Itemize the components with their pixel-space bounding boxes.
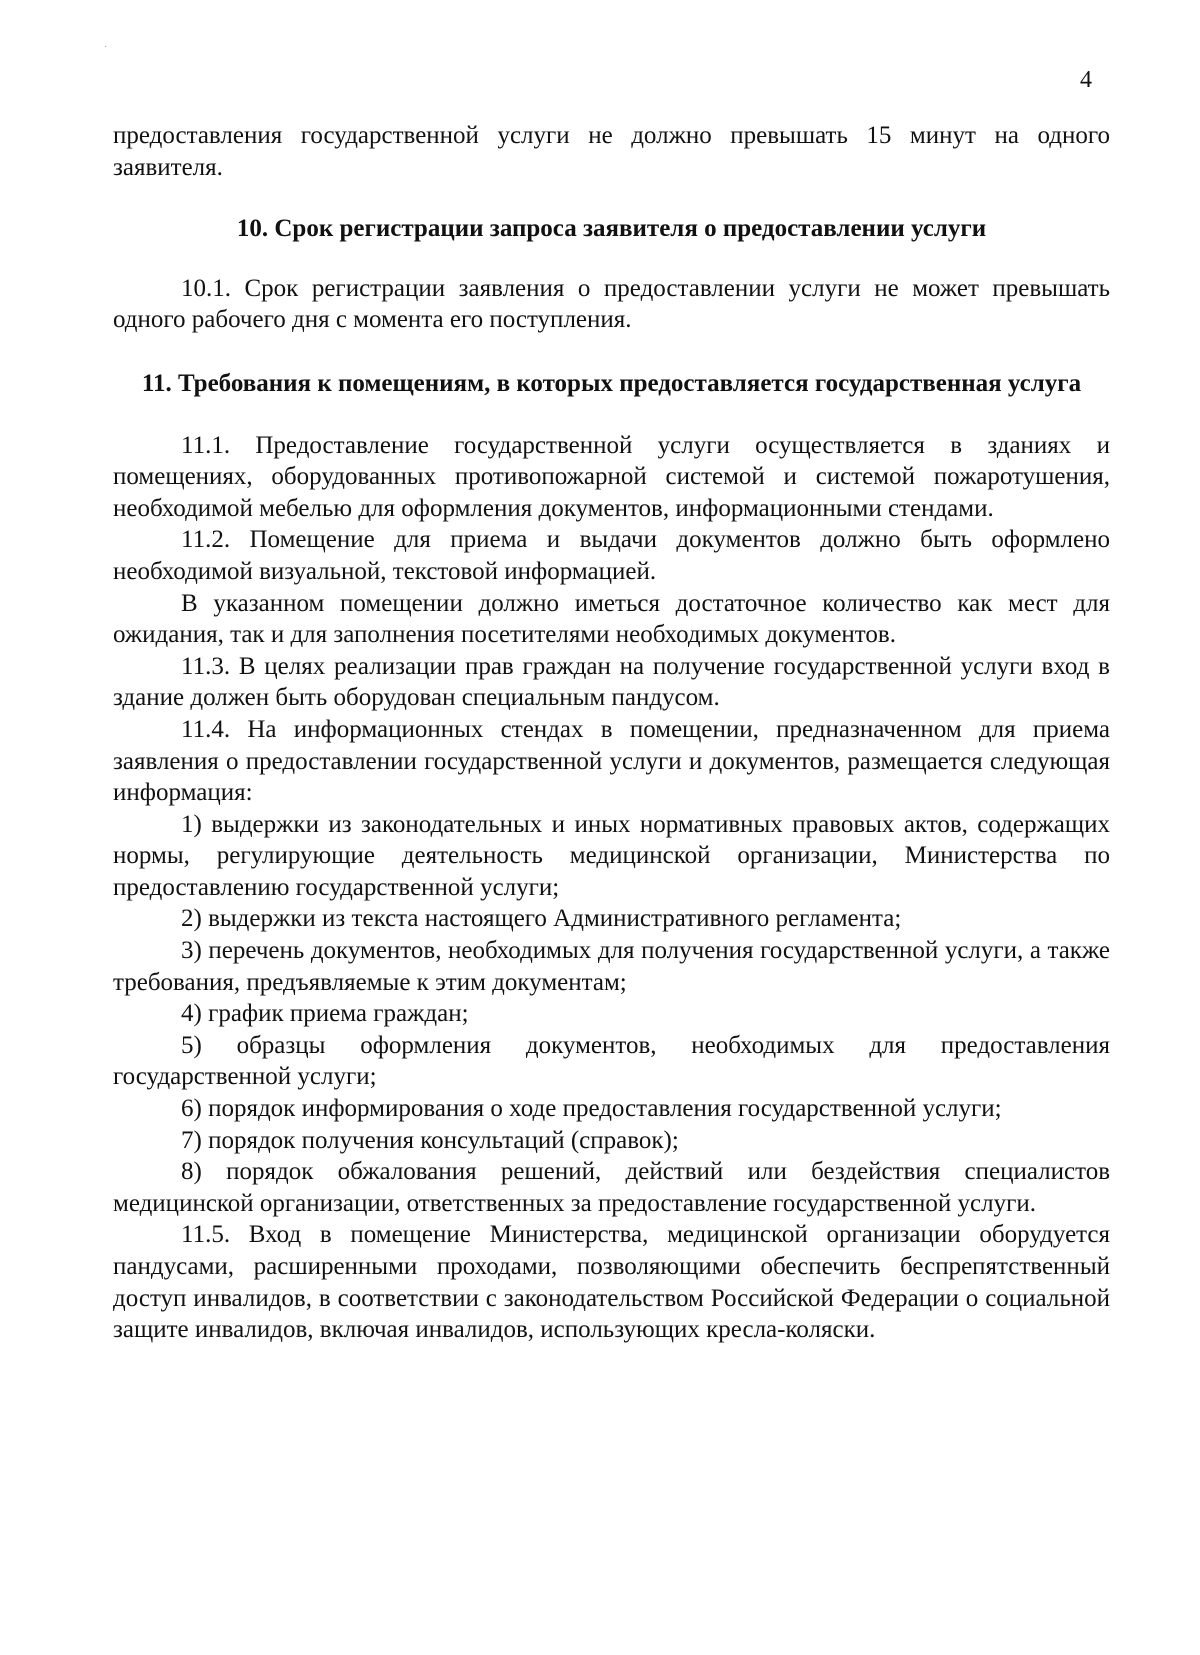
list-item-6: 6) порядок информирования о ходе предоставления государственной услуги;	[181, 1095, 1002, 1123]
list-item-5: 5) образцы оформления документов, необходимых для предоставления государственной услуги;	[113, 1031, 1110, 1091]
list-item-1: 1) выдержки из законодательных и иных нормативных правовых актов, содержащих нормы, регулирующие деятельность медицинской организации, Министерства по предоставлению государственной услуги;	[113, 810, 1110, 901]
list-item-7: 7) порядок получения консультаций (справок);	[181, 1126, 679, 1154]
paragraph-11-1: 11.1. Предоставление государственной услуги осуществляется в зданиях и помещениях, оборудованных противопожарной системой и системой пожаротушения, необходимой мебелью для оформления документов, информационными стендами.	[113, 431, 1110, 522]
scan-artifact-mark: ·	[104, 42, 108, 53]
section-10-heading: 10. Срок регистрации запроса заявителя о предоставлении услуги	[236, 215, 987, 243]
paragraph-11-3: 11.3. В целях реализации прав граждан на получение государственной услуги вход в здание должен быть оборудован специальным пандусом.	[113, 652, 1110, 712]
list-item-3: 3) перечень документов, необходимых для получения государственной услуги, а также требования, предъявляемые к этим документам;	[113, 937, 1110, 996]
list-item-4: 4) график приема граждан;	[181, 1000, 469, 1028]
paragraph-11-2-waiting: В указанном помещении должно иметься достаточное количество как мест для ожидания, так и для заполнения посетителями необходимых документов.	[113, 589, 1110, 649]
list-item-8: 8) порядок обжалования решений, действий или бездействия специалистов медицинской организации, ответственных за предоставление государственной услуги.	[113, 1158, 1110, 1217]
paragraph-11-2: 11.2. Помещение для приема и выдачи документов должно быть оформлено необходимой визуальной, текстовой информацией.	[113, 526, 1110, 585]
section-11-heading: 11. Требования к помещениям, в которых предоставляется государственная услуга	[141, 369, 1082, 397]
paragraph-10-1: 10.1. Срок регистрации заявления о предоставлении услуги не может превышать одного рабочего дня с момента его поступления.	[113, 274, 1110, 334]
paragraph-11-4: 11.4. На информационных стендах в помещении, предназначенном для приема заявления о предоставлении государственной услуги и документов, размещается следующая информация:	[113, 715, 1110, 807]
document-body	[113, 120, 1110, 1346]
list-item-2: 2) выдержки из текста настоящего Административного регламента;	[181, 905, 902, 933]
paragraph-11-5: 11.5. Вход в помещение Министерства, медицинской организации оборудуется пандусами, расширенными проходами, позволяющими обеспечить беспрепятственный доступ инвалидов, в соответствии с законодательством Российской Федерации о социальной защите инвалидов, включая инвалидов, использующих кресла-коляски.	[113, 1221, 1110, 1344]
page-number: 4	[1080, 67, 1092, 93]
paragraph-continuation: предоставления государственной услуги не должно превышать 15 минут на одного заявителя.	[113, 122, 1110, 181]
